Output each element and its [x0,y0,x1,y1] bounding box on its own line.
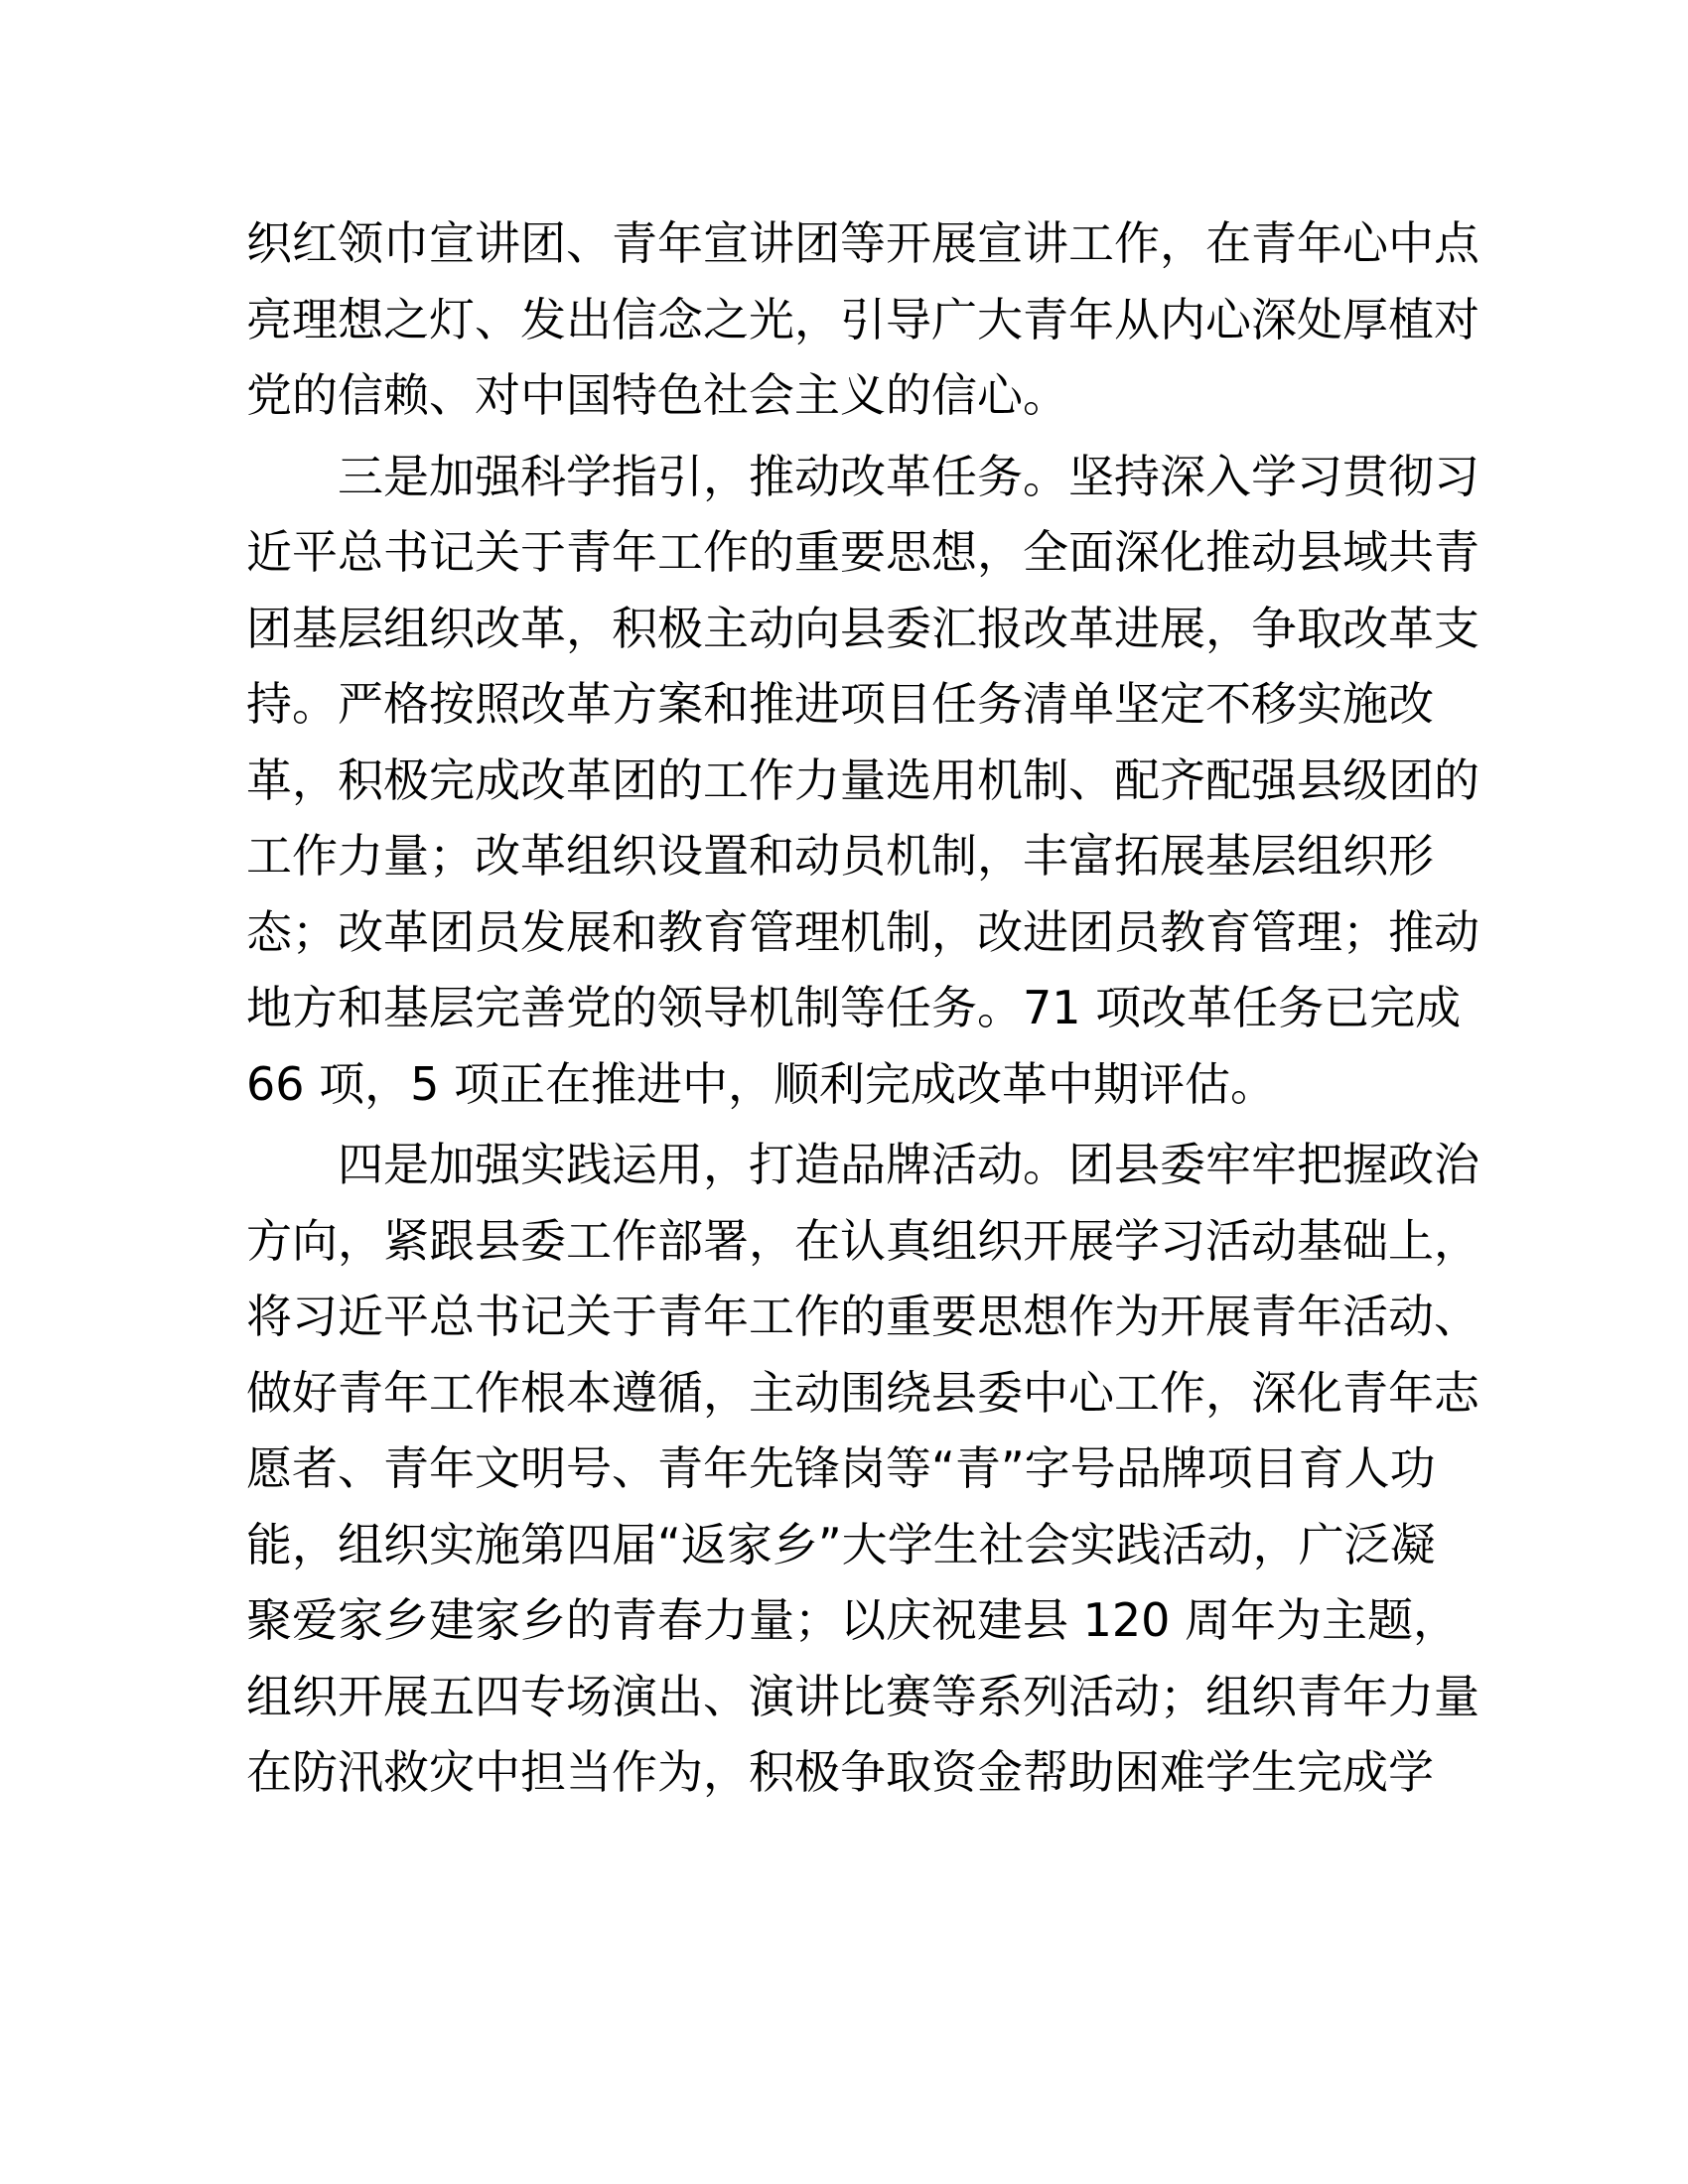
text-line: 愿者、青年文明号、青年先锋岗等“青”字号品牌项目育人功 [246,1441,1436,1495]
text-line: 将习近平总书记关于青年工作的重要思想作为开展青年活动、 [246,1290,1479,1343]
text-line: 地方和基层完善党的领导机制等任务。71 项改革任务已完成 [246,981,1462,1034]
text-line: 革，积极完成改革团的工作力量选用机制、配齐配强县级团的 [246,752,1479,807]
text-line: 在防汛救灾中担当作为，积极争取资金帮助困难学生完成学 [246,1745,1434,1799]
text-line: 66 项，5 项正在推进中，顺利完成改革中期评估。 [246,1056,1277,1111]
text-line: 三是加强科学指引，推动改革任务。坚持深入学习贯彻习 [338,449,1479,503]
text-line: 近平总书记关于青年工作的重要思想，全面深化推动县域共青 [246,525,1479,579]
text-line: 持。严格按照改革方案和推进项目任务清单坚定不移实施改 [246,677,1434,731]
text-line: 聚爱家乡建家乡的青春力量；以庆祝建县 120 周年为主题， [246,1593,1460,1647]
text-line: 态；改革团员发展和教育管理机制，改进团员教育管理；推动 [246,904,1479,959]
text-line: 团基层组织改革，积极主动向县委汇报改革进展，争取改革支 [246,601,1479,655]
text-line: 方向，紧跟县委工作部署，在认真组织开展学习活动基础上， [246,1213,1479,1268]
text-line: 做好青年工作根本遵循，主动围绕县委中心工作，深化青年志 [246,1365,1479,1420]
text-line: 工作力量；改革组织设置和动员机制，丰富拓展基层组织形 [246,829,1434,883]
text-line: 四是加强实践运用，打造品牌活动。团县委牢牢把握政治 [338,1138,1479,1191]
text-line: 组织开展五四专场演出、演讲比赛等系列活动；组织青年力量 [246,1669,1479,1723]
text-line: 织红领巾宣讲团、青年宣讲团等开展宣讲工作，在青年心中点 [246,216,1479,270]
text-line: 亮理想之灯、发出信念之光，引导广大青年从内心深处厚植对 [246,292,1479,346]
paragraph-point-three [246,439,1479,1123]
text-line: 能，组织实施第四届“返家乡”大学生社会实践活动，广泛凝 [246,1517,1436,1571]
document-body [246,205,1479,1811]
paragraph-continuation [246,205,1479,434]
paragraph-point-four [246,1127,1479,1811]
text-line: 党的信赖、对中国特色社会主义的信心。 [246,368,1068,422]
